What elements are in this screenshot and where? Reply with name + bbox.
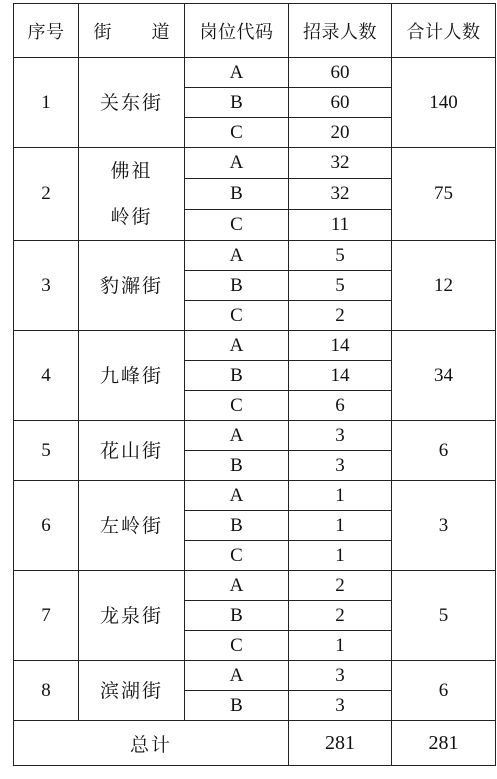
- post-code-cell: B: [185, 601, 289, 631]
- seq-cell: 6: [14, 481, 79, 571]
- post-code-cell: C: [185, 301, 289, 331]
- post-code-cell: A: [185, 571, 289, 601]
- post-code-cell: C: [185, 391, 289, 421]
- post-code-cell: A: [185, 481, 289, 511]
- street-cell: 关东街: [79, 58, 185, 148]
- post-code-cell: A: [185, 661, 289, 691]
- recruit-count-cell: 2: [289, 571, 392, 601]
- recruit-count-cell: 5: [289, 241, 392, 271]
- post-code-cell: A: [185, 421, 289, 451]
- subtotal-cell: 140: [392, 58, 496, 148]
- subtotal-cell: 12: [392, 241, 496, 331]
- recruit-count-cell: 6: [289, 391, 392, 421]
- street-cell: 九峰街: [79, 331, 185, 421]
- post-code-cell: A: [185, 58, 289, 88]
- table-row: [14, 571, 496, 601]
- header-post-code: 岗位代码: [185, 4, 289, 58]
- recruit-count-cell: 1: [289, 631, 392, 661]
- table-row: [14, 331, 496, 361]
- street-cell: 豹澥街: [79, 241, 185, 331]
- table-row: [14, 421, 496, 451]
- street-cell: 佛祖岭街: [79, 148, 185, 241]
- recruit-count-cell: 14: [289, 361, 392, 391]
- subtotal-cell: 6: [392, 661, 496, 721]
- post-code-cell: A: [185, 241, 289, 271]
- seq-cell: 2: [14, 148, 79, 241]
- seq-cell: 1: [14, 58, 79, 148]
- recruit-count-cell: 1: [289, 481, 392, 511]
- subtotal-cell: 75: [392, 148, 496, 241]
- total-row: [14, 721, 496, 766]
- recruit-count-cell: 3: [289, 451, 392, 481]
- recruit-count-cell: 11: [289, 210, 392, 241]
- table-row: [14, 481, 496, 511]
- header-street-part1: 街: [93, 21, 112, 43]
- total-sum-value: 281: [392, 721, 496, 766]
- post-code-cell: B: [185, 361, 289, 391]
- recruit-count-cell: 3: [289, 661, 392, 691]
- recruit-count-cell: 2: [289, 601, 392, 631]
- post-code-cell: B: [185, 691, 289, 721]
- header-street-part2: 道: [151, 21, 170, 43]
- post-code-cell: A: [185, 331, 289, 361]
- table-row: [14, 241, 496, 271]
- recruit-count-cell: 32: [289, 148, 392, 179]
- post-code-cell: C: [185, 541, 289, 571]
- seq-cell: 8: [14, 661, 79, 721]
- recruit-count-cell: 1: [289, 511, 392, 541]
- total-label: 总计: [14, 721, 289, 766]
- street-cell: 花山街: [79, 421, 185, 481]
- post-code-cell: B: [185, 88, 289, 118]
- recruit-count-cell: 60: [289, 58, 392, 88]
- header-recruit-count: 招录人数: [289, 4, 392, 58]
- post-code-cell: C: [185, 118, 289, 148]
- post-code-cell: B: [185, 179, 289, 210]
- table-body: [14, 58, 496, 766]
- street-cell: 龙泉街: [79, 571, 185, 661]
- recruit-count-cell: 3: [289, 691, 392, 721]
- recruit-count-cell: 32: [289, 179, 392, 210]
- street-cell: 左岭街: [79, 481, 185, 571]
- subtotal-cell: 5: [392, 571, 496, 661]
- recruit-count-cell: 14: [289, 331, 392, 361]
- post-code-cell: B: [185, 511, 289, 541]
- recruit-count-cell: 5: [289, 271, 392, 301]
- seq-cell: 3: [14, 241, 79, 331]
- seq-cell: 7: [14, 571, 79, 661]
- post-code-cell: C: [185, 210, 289, 241]
- recruit-count-cell: 2: [289, 301, 392, 331]
- post-code-cell: B: [185, 451, 289, 481]
- seq-cell: 5: [14, 421, 79, 481]
- header-street: [79, 4, 185, 58]
- street-cell: 滨湖街: [79, 661, 185, 721]
- recruit-count-cell: 3: [289, 421, 392, 451]
- seq-cell: 4: [14, 331, 79, 421]
- post-code-cell: A: [185, 148, 289, 179]
- recruit-count-cell: 20: [289, 118, 392, 148]
- total-recruit-value: 281: [289, 721, 392, 766]
- table-row: [14, 58, 496, 88]
- post-code-cell: B: [185, 271, 289, 301]
- recruit-count-cell: 60: [289, 88, 392, 118]
- header-seq: 序号: [14, 4, 79, 58]
- header-row: [14, 4, 496, 58]
- subtotal-cell: 3: [392, 481, 496, 571]
- header-total-count: 合计人数: [392, 4, 496, 58]
- recruit-count-cell: 1: [289, 541, 392, 571]
- recruitment-table: [13, 3, 496, 766]
- post-code-cell: C: [185, 631, 289, 661]
- table-row: [14, 661, 496, 691]
- subtotal-cell: 34: [392, 331, 496, 421]
- subtotal-cell: 6: [392, 421, 496, 481]
- table-row: [14, 148, 496, 179]
